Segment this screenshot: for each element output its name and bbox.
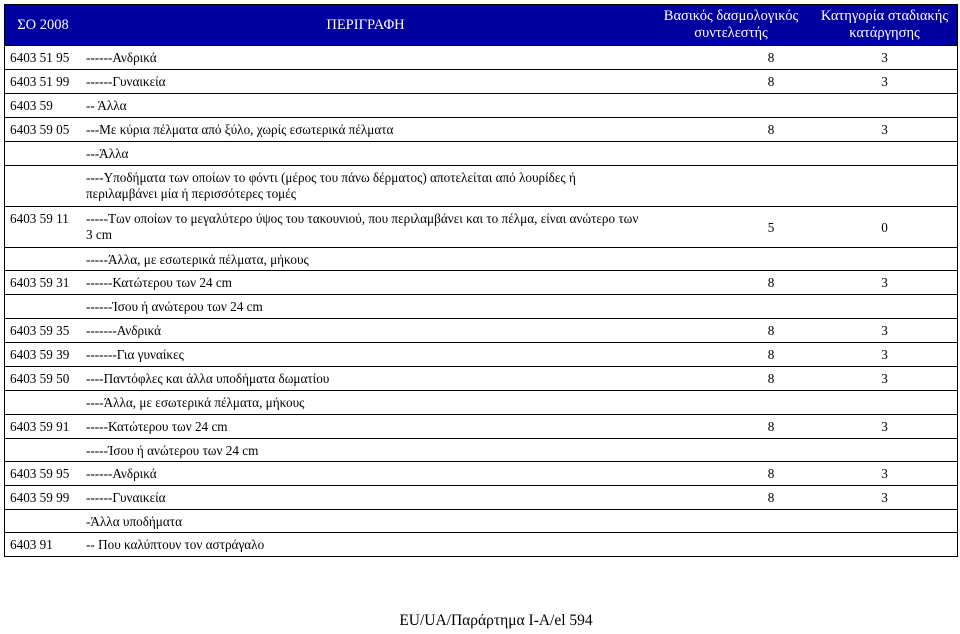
base-rate [650, 295, 812, 318]
table-row [5, 165, 957, 206]
base-rate: 8 [767, 371, 775, 386]
staging-category [812, 248, 957, 270]
description: ----Παντόφλες και άλλα υποδήματα δωματίου [86, 371, 330, 386]
staging-category [812, 533, 957, 556]
header-staging-category: Κατηγορία σταδιακής κατάργησης [820, 8, 949, 41]
base-rate [650, 533, 812, 556]
staging-category: 3 [881, 323, 888, 338]
staging-category [812, 166, 957, 206]
tariff-code [5, 248, 77, 270]
staging-category: 3 [881, 490, 888, 505]
staging-category: 3 [881, 466, 888, 481]
staging-category [812, 510, 957, 532]
table-row [5, 69, 957, 93]
description: -- Άλλα [86, 98, 127, 113]
tariff-code: 6403 59 11 [10, 211, 69, 226]
staging-category [812, 94, 957, 117]
description: ------Γυναικεία [86, 74, 166, 89]
staging-category: 3 [881, 347, 888, 362]
table-row [5, 247, 957, 270]
staging-category: 3 [881, 122, 888, 137]
description: ----Άλλα, με εσωτερικά πέλματα, μήκους [86, 395, 305, 410]
tariff-code: 6403 51 99 [10, 74, 70, 89]
description: ---Άλλα [86, 146, 129, 161]
base-rate: 5 [767, 219, 775, 235]
base-rate [650, 391, 812, 414]
table-row [5, 318, 957, 342]
staging-category: 0 [881, 219, 888, 235]
base-rate: 8 [767, 275, 775, 290]
base-rate: 8 [767, 347, 775, 362]
staging-category: 3 [881, 371, 888, 386]
base-rate [650, 510, 812, 532]
staging-category [812, 295, 957, 318]
description: -- Που καλύπτουν τον αστράγαλο [86, 537, 265, 552]
staging-category: 3 [881, 50, 888, 65]
tariff-table [4, 4, 958, 557]
description: ----Υποδήματα των οποίων το φόντι (μέρος του πάνω δέρματος) αποτελείται από λουρίδες ή περιλαμβάνει μία ή περισσότερες τομές [86, 170, 576, 201]
table-row [5, 414, 957, 438]
base-rate [650, 439, 812, 461]
base-rate [650, 166, 812, 206]
tariff-code: 6403 59 50 [10, 371, 70, 386]
staging-category: 3 [881, 419, 888, 434]
base-rate: 8 [767, 466, 775, 481]
base-rate: 8 [767, 419, 775, 434]
base-rate [650, 248, 812, 270]
staging-category [812, 391, 957, 414]
table-row [5, 461, 957, 485]
description: ------Ίσου ή ανώτερου των 24 cm [86, 299, 263, 314]
description: -----Κατώτερου των 24 cm [86, 419, 228, 434]
base-rate: 8 [767, 122, 775, 137]
tariff-code: 6403 59 35 [10, 323, 70, 338]
table-row [5, 438, 957, 461]
table-row [5, 509, 957, 532]
description: ---Με κύρια πέλματα από ξύλο, χωρίς εσωτερικά πέλματα [86, 122, 394, 137]
tariff-code [5, 142, 77, 165]
header-description: ΠΕΡΙΓΡΑΦΗ [326, 16, 405, 33]
description: ------Ανδρικά [86, 50, 157, 65]
base-rate: 8 [767, 50, 775, 65]
tariff-code [5, 166, 77, 206]
table-row [5, 206, 957, 247]
tariff-code: 6403 59 99 [10, 490, 70, 505]
description: -------Ανδρικά [86, 323, 162, 338]
table-row [5, 485, 957, 509]
tariff-code [5, 295, 77, 318]
staging-category: 3 [881, 74, 888, 89]
table-row [5, 532, 957, 556]
base-rate [650, 142, 812, 165]
tariff-code: 6403 59 05 [10, 122, 70, 137]
table-body [5, 46, 957, 556]
base-rate [650, 94, 812, 117]
staging-category [812, 439, 957, 461]
description: -------Για γυναίκες [86, 347, 184, 362]
description: ------Ανδρικά [86, 466, 157, 481]
tariff-code: 6403 59 91 [10, 419, 70, 434]
table-row [5, 390, 957, 414]
base-rate: 8 [767, 490, 775, 505]
tariff-code [5, 439, 77, 461]
tariff-code: 6403 91 [10, 537, 53, 552]
table-header [5, 5, 957, 46]
tariff-code [5, 510, 77, 532]
base-rate: 8 [767, 74, 775, 89]
table-row [5, 46, 957, 69]
table-row [5, 342, 957, 366]
staging-category [812, 142, 957, 165]
table-row [5, 93, 957, 117]
header-code: ΣΟ 2008 [17, 16, 69, 33]
tariff-code: 6403 51 95 [10, 50, 70, 65]
table-row [5, 294, 957, 318]
description: ------Κατώτερου των 24 cm [86, 275, 232, 290]
tariff-code: 6403 59 31 [10, 275, 70, 290]
table-row [5, 270, 957, 294]
description: -Άλλα υποδήματα [86, 514, 182, 529]
header-base-rate: Βασικός δασμολογικός συντελεστής [663, 8, 799, 41]
description: -----Ίσου ή ανώτερου των 24 cm [86, 443, 259, 458]
description: -----Των οποίων το μεγαλύτερο ύψος του τακουνιού, που περιλαμβάνει και το πέλμα, είναι ανώτερο των 3 cm [86, 211, 639, 242]
table-row [5, 117, 957, 141]
table-row [5, 141, 957, 165]
base-rate: 8 [767, 323, 775, 338]
tariff-code: 6403 59 95 [10, 466, 70, 481]
description: ------Γυναικεία [86, 490, 166, 505]
table-row [5, 366, 957, 390]
page-footer [0, 612, 960, 630]
tariff-code [5, 391, 77, 414]
description: -----Άλλα, με εσωτερικά πέλματα, μήκους [86, 252, 309, 267]
tariff-code: 6403 59 [10, 98, 53, 113]
tariff-code: 6403 59 39 [10, 347, 70, 362]
staging-category: 3 [881, 275, 888, 290]
footer-reference: EU/UA/Παράρτημα I-A/el 594 [399, 612, 593, 629]
